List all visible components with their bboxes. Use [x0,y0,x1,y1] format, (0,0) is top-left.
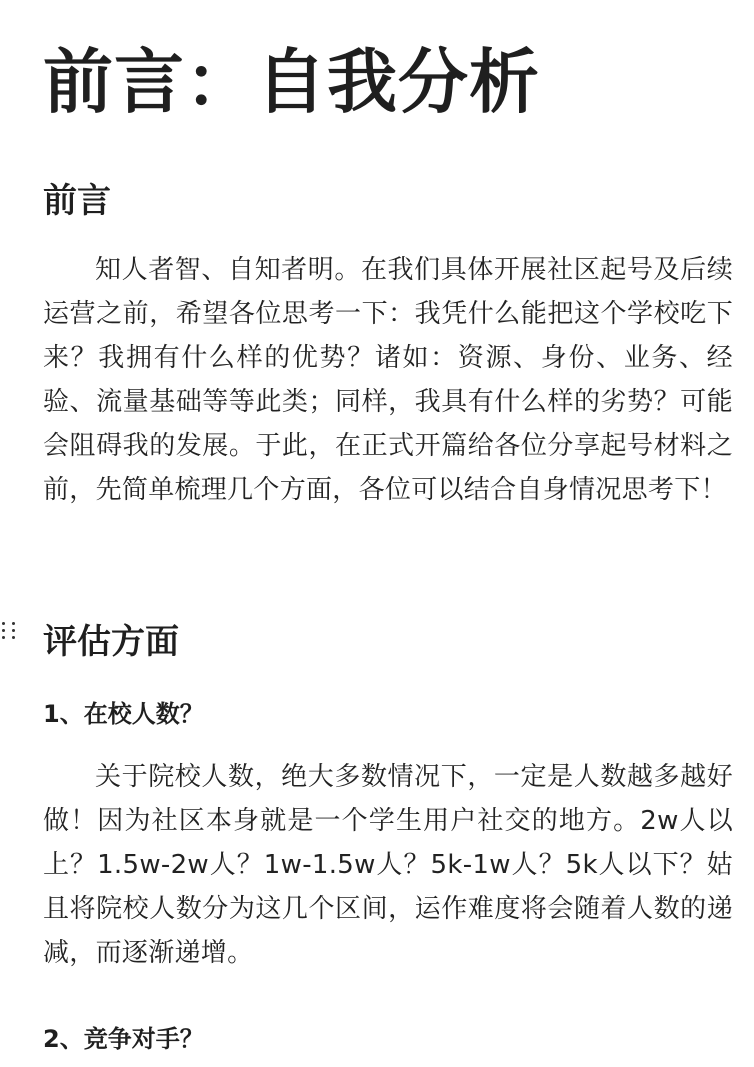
drag-handle-dot [12,636,15,639]
section-heading-preface: 前言 [43,181,111,221]
drag-handle-dot [2,629,5,632]
preface-paragraph: 知人者智、自知者明。在我们具体开展社区起号及后续运营之前，希望各位思考一下：我凭什么能把这个学校吃下来？我拥有什么样的优势？诸如：资源、身份、业务、经验、流量基础等等此类；同样，我具有什么样的劣势？可能会阻碍我的发展。于此，在正式开篇给各位分享起号材料之前，先简单梳理几个方面，各位可以结合自身情况思考下！ [43,255,733,505]
student-count-paragraph: 关于院校人数，绝大多数情况下，一定是人数越多越好做！因为社区本身就是一个学生用户社交的地方。2w人以上？1.5w-2w人？1w-1.5w人？5k-1w人？5k人以下？姑且将院校人数分为这几个区间，运作难度将会随着人数的递减，而逐渐递增。 [43,762,733,968]
subsection-heading-student-count: 1、在校人数？ [43,700,204,728]
drag-handle-dot [12,622,15,625]
section-heading-evaluation: 评估方面 [43,622,179,662]
drag-handle-dot [2,622,5,625]
page-title: 前言：自我分析 [43,41,540,123]
drag-handle-icon[interactable] [2,622,20,644]
drag-handle-dot [2,636,5,639]
subsection-heading-competitors: 2、竞争对手？ [43,1025,204,1053]
drag-handle-dot [12,629,15,632]
